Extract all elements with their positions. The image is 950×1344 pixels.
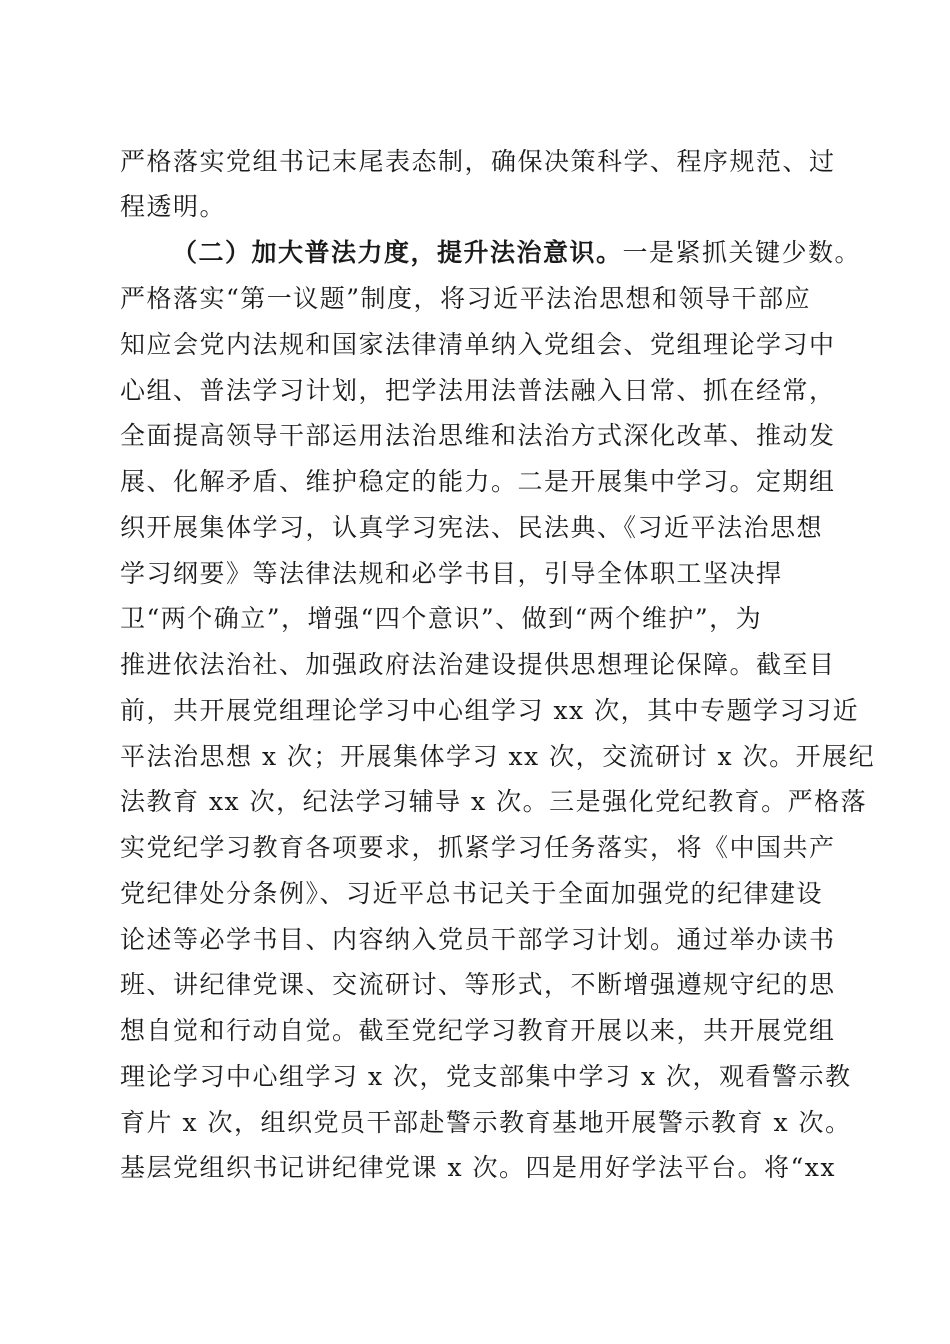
paragraph-line: 基层党组织书记讲纪律党课 x 次。四是用好学法平台。将“xx <box>120 1153 836 1182</box>
section-first-text: 一是紧抓关键少数。 <box>622 238 862 267</box>
paragraph-line: 想自觉和行动自觉。截至党纪学习教育开展以来，共开展党组 <box>120 1016 836 1045</box>
paragraph-line: 全面提高领导干部运用法治思维和法治方式深化改革、推动发 <box>120 421 836 450</box>
paragraph-line: 推进依法治社、加强政府法治建设提供思想理论保障。截至目 <box>120 650 836 679</box>
paragraph-line: 理论学习中心组学习 x 次，党支部集中学习 x 次，观看警示教 <box>120 1062 852 1091</box>
paragraph-line: 平法治思想 x 次；开展集体学习 xx 次，交流研讨 x 次。开展纪 <box>120 742 876 771</box>
paragraph-line: 织开展集体学习，认真学习宪法、民法典、《习近平法治思想 <box>120 513 824 542</box>
paragraph-line: 严格落实党组书记末尾表态制，确保决策科学、程序规范、过 <box>120 147 836 176</box>
paragraph-line: 班、讲纪律党课、交流研讨、等形式，不断增强遵规守纪的思 <box>120 970 836 999</box>
paragraph-line: 卫“两个确立”，增强“四个意识”、做到“两个维护”，为 <box>120 604 763 633</box>
paragraph-line: 程透明。 <box>120 192 227 221</box>
paragraph-line: 展、化解矛盾、维护稳定的能力。二是开展集中学习。定期组 <box>120 467 836 496</box>
section-heading-line <box>172 238 862 268</box>
paragraph-line: 党纪律处分条例》、习近平总书记关于全面加强党的纪律建设 <box>120 879 824 908</box>
paragraph-line: 法教育 xx 次，纪法学习辅导 x 次。三是强化党纪教育。严格落 <box>120 787 868 816</box>
section-heading: （二）加大普法力度，提升法治意识。 <box>172 238 623 267</box>
paragraph-line: 前，共开展党组理论学习中心组学习 xx 次，其中专题学习习近 <box>120 696 860 725</box>
paragraph-line: 论述等必学书目、内容纳入党员干部学习计划。通过举办读书 <box>120 925 836 954</box>
paragraph-line: 心组、普法学习计划，把学法用法普法融入日常、抓在经常， <box>120 376 836 405</box>
paragraph-line: 育片 x 次，组织党员干部赴警示教育基地开展警示教育 x 次。 <box>120 1108 852 1137</box>
paragraph-line: 学习纲要》等法律法规和必学书目，引导全体职工坚决捍 <box>120 559 783 588</box>
paragraph-line: 实党纪学习教育各项要求，抓紧学习任务落实，将《中国共产 <box>120 833 836 862</box>
paragraph-line: 知应会党内法规和国家法律清单纳入党组会、党组理论学习中 <box>120 330 836 359</box>
paragraph-line: 严格落实“第一议题”制度，将习近平法治思想和领导干部应 <box>120 284 812 313</box>
